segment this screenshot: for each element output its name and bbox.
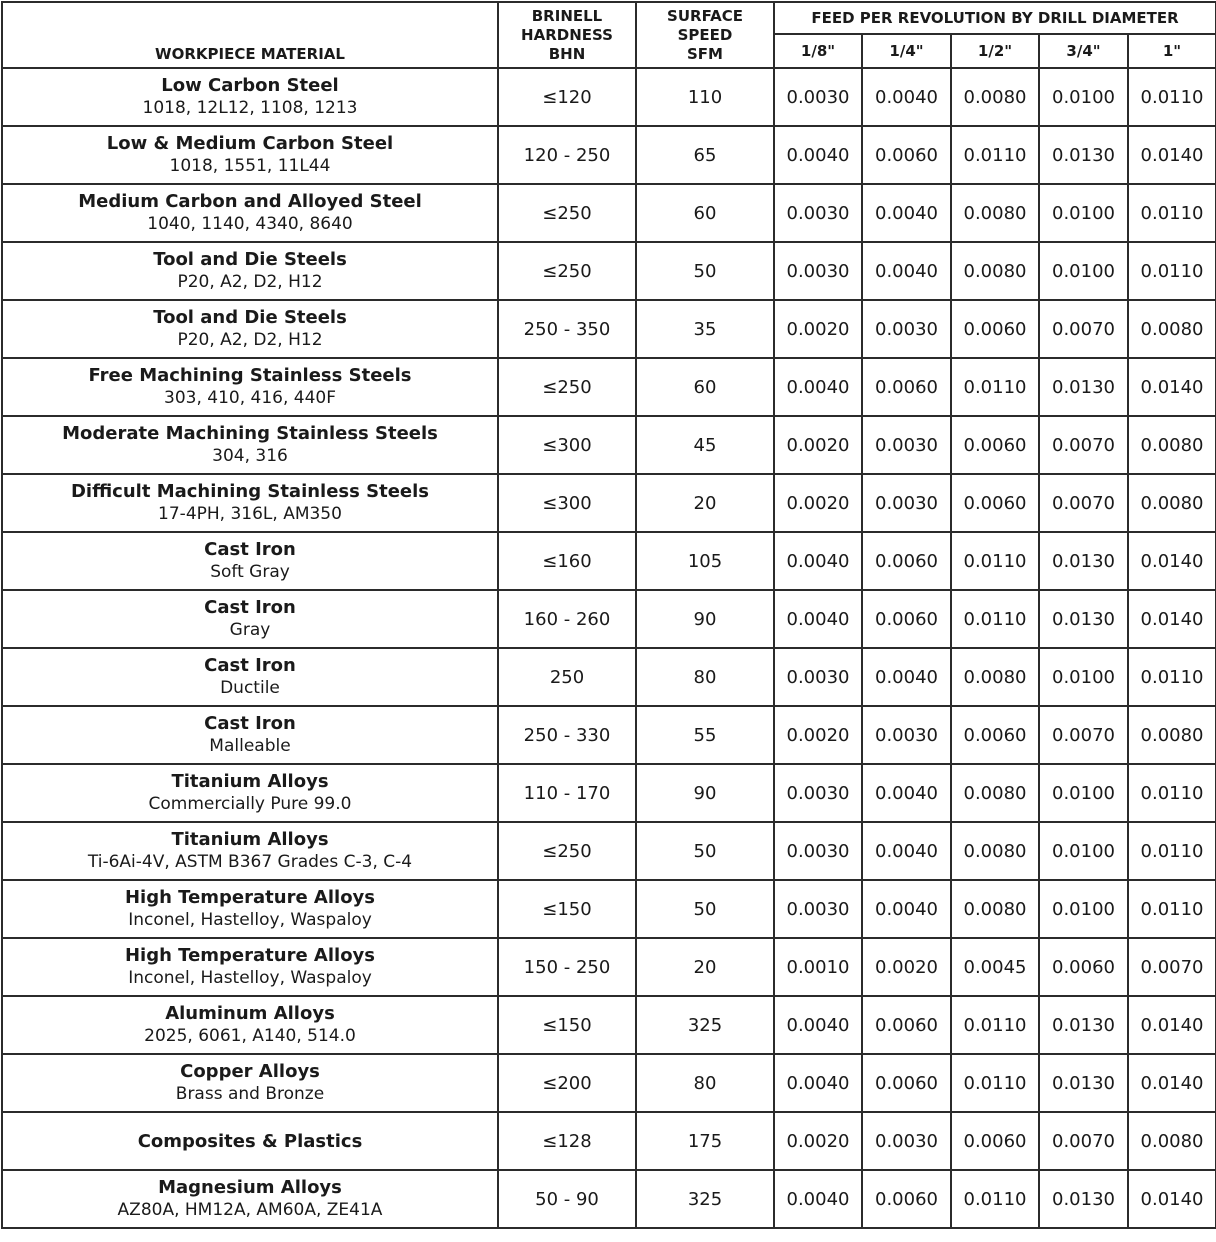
feed-cell: 0.0040 — [774, 1170, 862, 1228]
table-row — [2, 1170, 1216, 1228]
material-name: Tool and Die Steels — [153, 307, 347, 328]
material-name: Cast Iron — [204, 655, 296, 676]
material-name: Moderate Machining Stainless Steels — [62, 423, 438, 444]
material-cell — [2, 590, 498, 648]
table-row — [2, 1112, 1216, 1170]
hardness-cell: 250 - 350 — [498, 300, 636, 358]
speed-cell: 45 — [636, 416, 774, 474]
diameter-header: 1" — [1128, 34, 1216, 68]
feed-cell: 0.0030 — [774, 184, 862, 242]
feed-cell: 0.0030 — [774, 242, 862, 300]
material-name: Aluminum Alloys — [165, 1003, 335, 1024]
feed-cell: 0.0030 — [862, 1112, 951, 1170]
material-grades: 1018, 1551, 11L44 — [169, 156, 331, 176]
speed-cell: 50 — [636, 822, 774, 880]
feed-cell: 0.0130 — [1039, 1054, 1128, 1112]
material-name: Cast Iron — [204, 713, 296, 734]
feed-cell: 0.0110 — [1128, 184, 1216, 242]
brinell-header-line: BRINELL — [531, 7, 603, 25]
feed-cell: 0.0110 — [1128, 648, 1216, 706]
material-cell — [2, 1112, 498, 1170]
feed-cell: 0.0070 — [1039, 300, 1128, 358]
material-grades: Gray — [229, 620, 271, 640]
feed-cell: 0.0030 — [862, 706, 951, 764]
hardness-cell: ≤150 — [498, 880, 636, 938]
feed-cell: 0.0060 — [862, 996, 951, 1054]
feed-cell: 0.0080 — [951, 648, 1039, 706]
feed-cell: 0.0070 — [1039, 706, 1128, 764]
material-name: Tool and Die Steels — [153, 249, 347, 270]
feed-cell: 0.0020 — [774, 300, 862, 358]
feed-cell: 0.0100 — [1039, 764, 1128, 822]
material-grades: 1018, 12L12, 1108, 1213 — [142, 98, 358, 118]
feed-cell: 0.0040 — [862, 68, 951, 126]
feed-cell: 0.0040 — [862, 648, 951, 706]
feed-cell: 0.0130 — [1039, 532, 1128, 590]
table-row — [2, 532, 1216, 590]
feed-cell: 0.0140 — [1128, 532, 1216, 590]
speed-cell: 90 — [636, 590, 774, 648]
material-grades: Soft Gray — [210, 562, 290, 582]
feed-cell: 0.0060 — [862, 590, 951, 648]
feed-cell: 0.0100 — [1039, 68, 1128, 126]
speed-cell: 325 — [636, 996, 774, 1054]
feed-cell: 0.0030 — [774, 764, 862, 822]
feed-cell: 0.0080 — [951, 184, 1039, 242]
material-grades: Ductile — [220, 678, 280, 698]
feed-cell: 0.0140 — [1128, 996, 1216, 1054]
speed-cell: 60 — [636, 184, 774, 242]
table-row — [2, 648, 1216, 706]
material-grades: P20, A2, D2, H12 — [177, 330, 323, 350]
feed-cell: 0.0070 — [1039, 1112, 1128, 1170]
material-name: Low & Medium Carbon Steel — [106, 133, 394, 154]
diameter-header: 1/8" — [774, 34, 862, 68]
feed-cell: 0.0020 — [774, 416, 862, 474]
feed-cell: 0.0060 — [862, 1170, 951, 1228]
feed-cell: 0.0030 — [862, 416, 951, 474]
table-row — [2, 358, 1216, 416]
feed-cell: 0.0030 — [774, 822, 862, 880]
material-grades: 1040, 1140, 4340, 8640 — [147, 214, 353, 234]
feed-cell: 0.0080 — [951, 242, 1039, 300]
hardness-cell: ≤250 — [498, 358, 636, 416]
table-row — [2, 880, 1216, 938]
table-row — [2, 242, 1216, 300]
diameter-header: 1/4" — [862, 34, 951, 68]
feed-cell: 0.0110 — [1128, 822, 1216, 880]
feed-cell: 0.0020 — [774, 1112, 862, 1170]
feed-cell: 0.0060 — [951, 706, 1039, 764]
material-cell — [2, 996, 498, 1054]
material-cell — [2, 358, 498, 416]
hardness-cell: ≤250 — [498, 242, 636, 300]
speed-cell: 20 — [636, 938, 774, 996]
feed-cell: 0.0110 — [1128, 764, 1216, 822]
hardness-cell: ≤250 — [498, 184, 636, 242]
feed-cell: 0.0110 — [951, 590, 1039, 648]
feed-cell: 0.0100 — [1039, 880, 1128, 938]
feed-cell: 0.0060 — [862, 1054, 951, 1112]
drilling-feeds-table — [1, 1, 1216, 1229]
brinell-header-line: BHN — [548, 45, 586, 63]
table-row — [2, 822, 1216, 880]
feed-cell: 0.0130 — [1039, 358, 1128, 416]
speed-cell: 80 — [636, 648, 774, 706]
hardness-cell: 150 - 250 — [498, 938, 636, 996]
feed-cell: 0.0060 — [951, 300, 1039, 358]
feed-cell: 0.0020 — [862, 938, 951, 996]
material-name: Cast Iron — [204, 597, 296, 618]
hardness-cell: ≤160 — [498, 532, 636, 590]
material-cell — [2, 242, 498, 300]
feed-cell: 0.0100 — [1039, 242, 1128, 300]
material-cell — [2, 126, 498, 184]
table-row — [2, 590, 1216, 648]
speed-cell: 105 — [636, 532, 774, 590]
feed-cell: 0.0070 — [1128, 938, 1216, 996]
table-row — [2, 184, 1216, 242]
hardness-cell: 250 — [498, 648, 636, 706]
feed-cell: 0.0110 — [951, 1054, 1039, 1112]
material-name: Free Machining Stainless Steels — [88, 365, 412, 386]
brinell-hardness-header — [498, 2, 636, 68]
material-grades: Brass and Bronze — [175, 1084, 325, 1104]
feed-cell: 0.0110 — [951, 126, 1039, 184]
material-cell — [2, 1054, 498, 1112]
hardness-cell: ≤150 — [498, 996, 636, 1054]
workpiece-material-header: WORKPIECE MATERIAL — [2, 2, 498, 68]
feed-cell: 0.0040 — [862, 242, 951, 300]
feed-cell: 0.0110 — [951, 1170, 1039, 1228]
table-row — [2, 68, 1216, 126]
material-cell — [2, 300, 498, 358]
speed-cell: 60 — [636, 358, 774, 416]
feed-cell: 0.0070 — [1039, 474, 1128, 532]
table-row — [2, 706, 1216, 764]
feed-cell: 0.0060 — [951, 1112, 1039, 1170]
feed-cell: 0.0080 — [1128, 474, 1216, 532]
hardness-cell: ≤120 — [498, 68, 636, 126]
feed-cell: 0.0140 — [1128, 1054, 1216, 1112]
feed-cell: 0.0060 — [862, 126, 951, 184]
material-grades: Inconel, Hastelloy, Waspaloy — [128, 968, 372, 988]
feed-cell: 0.0010 — [774, 938, 862, 996]
feed-cell: 0.0070 — [1039, 416, 1128, 474]
feed-cell: 0.0040 — [774, 1054, 862, 1112]
table-row — [2, 1054, 1216, 1112]
table-row — [2, 300, 1216, 358]
material-grades: P20, A2, D2, H12 — [177, 272, 323, 292]
feed-cell: 0.0040 — [862, 880, 951, 938]
surface-header-line: SFM — [687, 45, 723, 63]
table-row — [2, 996, 1216, 1054]
feed-cell: 0.0080 — [1128, 416, 1216, 474]
material-grades: Ti-6Ai-4V, ASTM B367 Grades C-3, C-4 — [87, 852, 413, 872]
feed-cell: 0.0110 — [1128, 242, 1216, 300]
feed-cell: 0.0030 — [774, 648, 862, 706]
feed-cell: 0.0040 — [774, 532, 862, 590]
material-name: Medium Carbon and Alloyed Steel — [78, 191, 422, 212]
table-body — [2, 68, 1216, 1228]
feed-cell: 0.0080 — [951, 764, 1039, 822]
material-cell — [2, 474, 498, 532]
feed-cell: 0.0060 — [862, 358, 951, 416]
material-name: Titanium Alloys — [171, 829, 329, 850]
material-name: Difficult Machining Stainless Steels — [70, 481, 429, 502]
feed-cell: 0.0100 — [1039, 822, 1128, 880]
feed-cell: 0.0040 — [862, 184, 951, 242]
surface-speed-header — [636, 2, 774, 68]
diameter-header: 3/4" — [1039, 34, 1128, 68]
material-grades: Commercially Pure 99.0 — [148, 794, 352, 814]
material-name: Magnesium Alloys — [158, 1177, 342, 1198]
feed-per-revolution-header: FEED PER REVOLUTION BY DRILL DIAMETER — [774, 2, 1216, 34]
speed-cell: 325 — [636, 1170, 774, 1228]
speed-cell: 50 — [636, 242, 774, 300]
speed-cell: 175 — [636, 1112, 774, 1170]
feed-cell: 0.0100 — [1039, 184, 1128, 242]
material-cell — [2, 764, 498, 822]
table-row — [2, 938, 1216, 996]
feed-cell: 0.0030 — [862, 300, 951, 358]
material-cell — [2, 822, 498, 880]
material-name: Copper Alloys — [180, 1061, 320, 1082]
material-cell — [2, 880, 498, 938]
material-grades: Malleable — [209, 736, 291, 756]
speed-cell: 20 — [636, 474, 774, 532]
speed-cell: 55 — [636, 706, 774, 764]
feed-cell: 0.0080 — [1128, 706, 1216, 764]
material-cell — [2, 68, 498, 126]
speed-cell: 50 — [636, 880, 774, 938]
feed-cell: 0.0045 — [951, 938, 1039, 996]
material-cell — [2, 532, 498, 590]
hardness-cell: ≤300 — [498, 474, 636, 532]
feed-cell: 0.0140 — [1128, 358, 1216, 416]
feed-cell: 0.0040 — [862, 764, 951, 822]
speed-cell: 110 — [636, 68, 774, 126]
hardness-cell: 120 - 250 — [498, 126, 636, 184]
feed-cell: 0.0140 — [1128, 590, 1216, 648]
feed-cell: 0.0130 — [1039, 1170, 1128, 1228]
feed-cell: 0.0110 — [951, 532, 1039, 590]
header-row-top — [2, 2, 1216, 34]
material-grades: 304, 316 — [212, 446, 288, 466]
table-row — [2, 126, 1216, 184]
feed-cell: 0.0030 — [862, 474, 951, 532]
feed-cell: 0.0040 — [774, 126, 862, 184]
feed-cell: 0.0040 — [774, 996, 862, 1054]
feed-cell: 0.0060 — [951, 474, 1039, 532]
feed-cell: 0.0110 — [951, 996, 1039, 1054]
feed-cell: 0.0080 — [951, 68, 1039, 126]
feed-cell: 0.0040 — [862, 822, 951, 880]
feed-cell: 0.0080 — [951, 880, 1039, 938]
hardness-cell: 250 - 330 — [498, 706, 636, 764]
material-cell — [2, 706, 498, 764]
hardness-cell: 160 - 260 — [498, 590, 636, 648]
material-name: Low Carbon Steel — [161, 75, 339, 96]
hardness-cell: ≤300 — [498, 416, 636, 474]
feed-cell: 0.0110 — [951, 358, 1039, 416]
material-name: Composites & Plastics — [137, 1130, 363, 1152]
brinell-header-line: HARDNESS — [521, 26, 613, 44]
feed-cell: 0.0110 — [1128, 68, 1216, 126]
table-row — [2, 416, 1216, 474]
material-name: High Temperature Alloys — [124, 945, 376, 966]
speed-cell: 80 — [636, 1054, 774, 1112]
surface-header-line: SURFACE — [667, 7, 743, 25]
material-cell — [2, 938, 498, 996]
feed-cell: 0.0130 — [1039, 996, 1128, 1054]
speed-cell: 90 — [636, 764, 774, 822]
speed-cell: 65 — [636, 126, 774, 184]
feed-cell: 0.0060 — [951, 416, 1039, 474]
feed-cell: 0.0100 — [1039, 648, 1128, 706]
feed-cell: 0.0110 — [1128, 880, 1216, 938]
feed-cell: 0.0140 — [1128, 126, 1216, 184]
surface-header-line: SPEED — [677, 26, 733, 44]
material-grades: 303, 410, 416, 440F — [164, 388, 336, 408]
feed-cell: 0.0040 — [774, 590, 862, 648]
feed-cell: 0.0030 — [774, 68, 862, 126]
feed-cell: 0.0140 — [1128, 1170, 1216, 1228]
feed-cell: 0.0020 — [774, 474, 862, 532]
speed-cell: 35 — [636, 300, 774, 358]
material-grades: 2025, 6061, A140, 514.0 — [144, 1026, 356, 1046]
material-name: Titanium Alloys — [171, 771, 329, 792]
feed-cell: 0.0080 — [1128, 1112, 1216, 1170]
table-row — [2, 474, 1216, 532]
hardness-cell: ≤128 — [498, 1112, 636, 1170]
feed-cell: 0.0060 — [862, 532, 951, 590]
hardness-cell: 110 - 170 — [498, 764, 636, 822]
material-cell — [2, 416, 498, 474]
feed-cell: 0.0080 — [1128, 300, 1216, 358]
material-grades: Inconel, Hastelloy, Waspaloy — [128, 910, 372, 930]
material-name: High Temperature Alloys — [124, 887, 376, 908]
feed-cell: 0.0080 — [951, 822, 1039, 880]
diameter-header: 1/2" — [951, 34, 1039, 68]
feed-cell: 0.0060 — [1039, 938, 1128, 996]
feed-cell: 0.0030 — [774, 880, 862, 938]
hardness-cell: ≤200 — [498, 1054, 636, 1112]
material-cell — [2, 648, 498, 706]
material-cell — [2, 184, 498, 242]
hardness-cell: 50 - 90 — [498, 1170, 636, 1228]
feed-cell: 0.0130 — [1039, 590, 1128, 648]
feed-cell: 0.0040 — [774, 358, 862, 416]
hardness-cell: ≤250 — [498, 822, 636, 880]
table-header — [2, 2, 1216, 68]
feed-cell: 0.0130 — [1039, 126, 1128, 184]
material-grades: AZ80A, HM12A, AM60A, ZE41A — [117, 1200, 383, 1220]
material-name: Cast Iron — [204, 539, 296, 560]
feed-cell: 0.0020 — [774, 706, 862, 764]
material-grades: 17-4PH, 316L, AM350 — [158, 504, 342, 524]
material-cell — [2, 1170, 498, 1228]
table-row — [2, 764, 1216, 822]
